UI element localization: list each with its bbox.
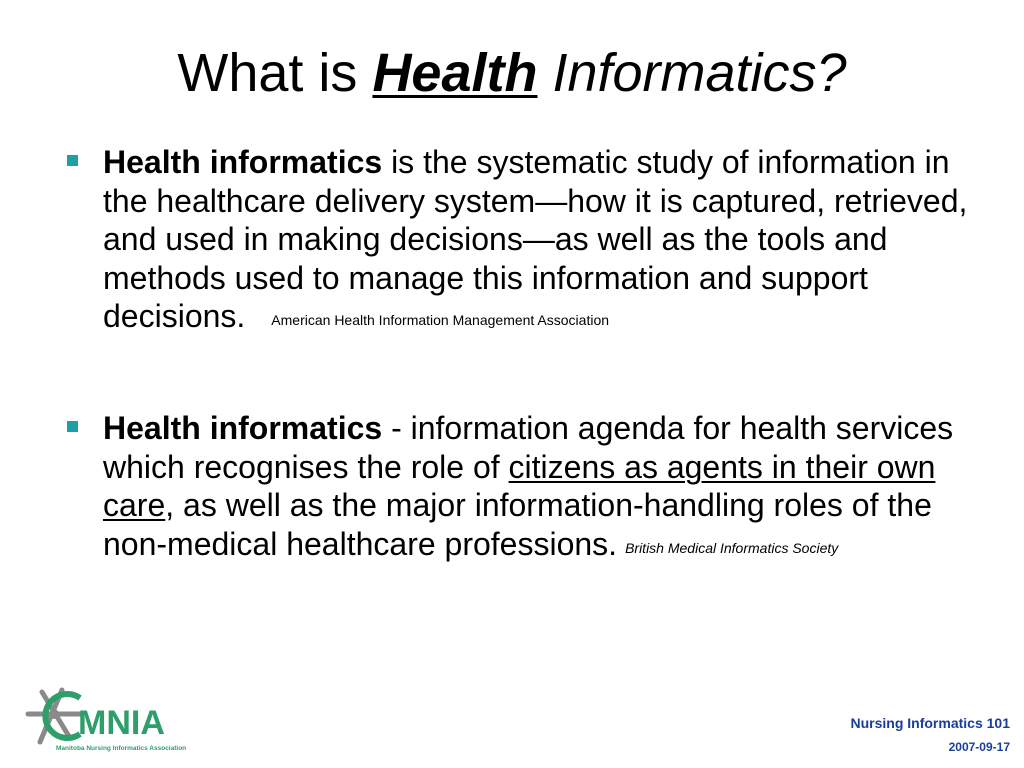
bullet-2-source: British Medical Informatics Society [625,539,839,556]
bullet-item-2 [103,409,973,567]
bullet-2-term: Health informatics [103,410,383,446]
logo-wordmark: MNIA [78,704,165,742]
bullet-1-source: American Health Information Management Association [271,312,610,328]
bullet-2-underlined-phrase: citizens as agents in their own care [103,448,936,523]
logo-tagline: Manitoba Nursing Informatics Association [56,745,187,752]
footer-course-title: Nursing Informatics 101 [850,715,1010,731]
bullet-1-term: Health informatics [103,144,383,180]
bullet-2-text-after: , as well as the major information-handling roles of the non-medical healthcare professions. [103,487,932,562]
footer-date: 2007-09-17 [948,740,1010,754]
mnia-logo [22,684,187,754]
title-part-2: Informatics? [537,43,847,103]
bullet-1-text: is the systematic study of information in the healthcare delivery system—how it is captured, retrieved, and used in making decisions—as well as the tools and methods used to manage this information and support decisions. [103,144,968,334]
title-emphasis: Health [372,43,538,103]
bullet-square-icon [67,421,78,432]
mnia-logo-graphic [22,684,187,754]
slide-title [0,40,1024,106]
bullet-item-1 [103,143,973,340]
bullet-2-text-before: - information agenda for health services which recognises the role of [103,410,954,485]
title-part-1: What is [177,43,373,103]
bullet-square-icon [67,155,78,166]
